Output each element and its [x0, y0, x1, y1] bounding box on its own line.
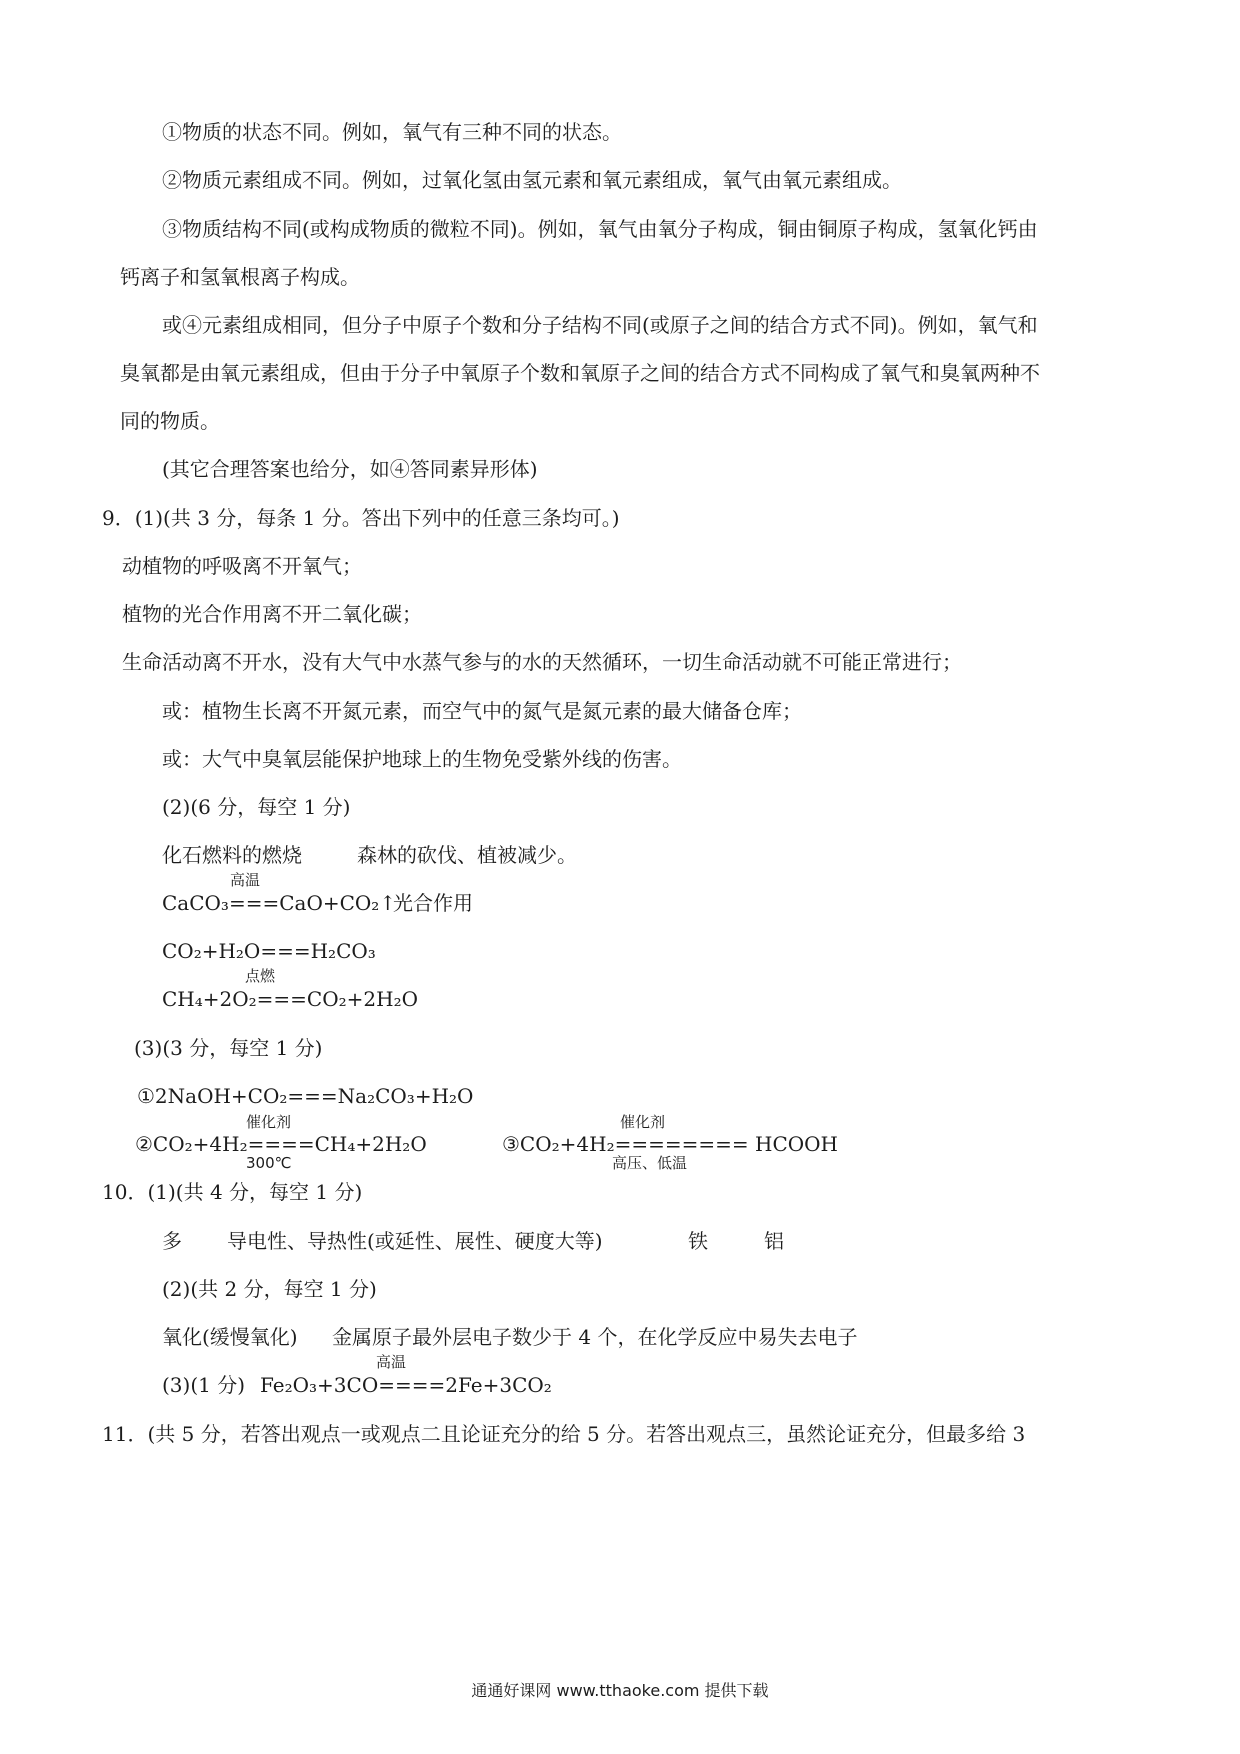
- q9-eq3-condition: 点燃: [245, 967, 276, 985]
- q10-eq-condition: 高温: [376, 1353, 407, 1371]
- q9-answer-1: 动植物的呼吸离不开氧气；: [122, 554, 362, 578]
- q9-equation-6: ③CO₂+4H₂======== HCOOH: [502, 1132, 838, 1156]
- q10-answer-1: 多: [162, 1229, 182, 1253]
- q9-part2-answer-2: 森林的砍伐、植被减少。: [357, 843, 577, 867]
- q9-eq5-condition-bottom: 300℃: [246, 1154, 292, 1172]
- page-footer: 通通好课网 www.tthaoke.com 提供下载: [471, 1681, 769, 1700]
- q9-equation-5: ②CO₂+4H₂====CH₄+2H₂O: [135, 1132, 427, 1156]
- q10-part3-heading: (3)(1 分): [162, 1373, 246, 1397]
- q9-answer-3: 生命活动离不开水，没有大气中水蒸气参与的水的天然循环，一切生命活动就不可能正常进行；: [122, 650, 962, 674]
- q9-equation-4: ①2NaOH+CO₂===Na₂CO₃+H₂O: [137, 1084, 474, 1108]
- q9-equation-3: CH₄+2O₂===CO₂+2H₂O: [162, 987, 418, 1011]
- q10-part1-heading: 10．(1)(共 4 分，每空 1 分): [102, 1180, 363, 1204]
- paragraph-5-note: (其它合理答案也给分，如④答同素异形体): [162, 457, 538, 481]
- q9-part2-heading: (2)(6 分，每空 1 分): [162, 795, 351, 819]
- q10-part2-answer-1: 氧化(缓慢氧化): [162, 1325, 298, 1349]
- q10-equation: Fe₂O₃+3CO====2Fe+3CO₂: [260, 1373, 552, 1397]
- q10-answer-4: 铝: [764, 1229, 784, 1253]
- paragraph-2: ②物质元素组成不同。例如，过氧化氢由氢元素和氧元素组成，氧气由氧元素组成。: [162, 168, 902, 192]
- paragraph-3-line-1: ③物质结构不同(或构成物质的微粒不同)。例如，氧气由氧分子构成，铜由铜原子构成，氢氧化钙由: [162, 217, 1038, 241]
- q10-part2-answer-2: 金属原子最外层电子数少于 4 个，在化学反应中易失去电子: [332, 1325, 858, 1349]
- q9-part1-heading: 9．(1)(共 3 分，每条 1 分。答出下列中的任意三条均可。): [102, 506, 620, 530]
- q10-answer-3: 铁: [688, 1229, 708, 1253]
- q11-heading: 11．(共 5 分，若答出观点一或观点二且论证充分的给 5 分。若答出观点三，虽然论证充分，但最多给 3: [102, 1422, 1026, 1446]
- q10-answer-2: 导电性、导热性(或延性、展性、硬度大等): [227, 1229, 603, 1253]
- paragraph-4-line-3: 同的物质。: [120, 409, 220, 433]
- q9-eq5-condition-top: 催化剂: [246, 1113, 292, 1131]
- q9-eq6-condition-bottom: 高压、低温: [612, 1154, 688, 1172]
- paragraph-4-line-2: 臭氧都是由氧元素组成，但由于分子中氧原子个数和氧原子之间的结合方式不同构成了氧气和臭氧两种不: [120, 361, 1040, 385]
- paragraph-4-line-1: 或④元素组成相同，但分子中原子个数和分子结构不同(或原子之间的结合方式不同)。例如，氧气和: [162, 313, 1038, 337]
- q9-part2-answer-1: 化石燃料的燃烧: [162, 843, 302, 867]
- q9-part3-heading: (3)(3 分，每空 1 分): [134, 1036, 323, 1060]
- q9-equation-1: CaCO₃===CaO+CO₂↑: [162, 891, 397, 915]
- q9-answer-4: 或：植物生长离不开氮元素，而空气中的氮气是氮元素的最大储备仓库；: [162, 699, 802, 723]
- q9-answer-5: 或：大气中臭氧层能保护地球上的生物免受紫外线的伤害。: [162, 747, 682, 771]
- q10-part2-heading: (2)(共 2 分，每空 1 分): [162, 1277, 377, 1301]
- paragraph-3-line-2: 钙离子和氢氧根离子构成。: [120, 265, 360, 289]
- q9-equation-2: CO₂+H₂O===H₂CO₃: [162, 939, 376, 963]
- q9-equation-1-note: 光合作用: [393, 891, 473, 915]
- q9-eq6-condition-top: 催化剂: [620, 1113, 666, 1131]
- q9-answer-2: 植物的光合作用离不开二氧化碳；: [122, 602, 422, 626]
- q9-eq1-condition: 高温: [230, 871, 261, 889]
- paragraph-1: ①物质的状态不同。例如，氧气有三种不同的状态。: [162, 120, 622, 144]
